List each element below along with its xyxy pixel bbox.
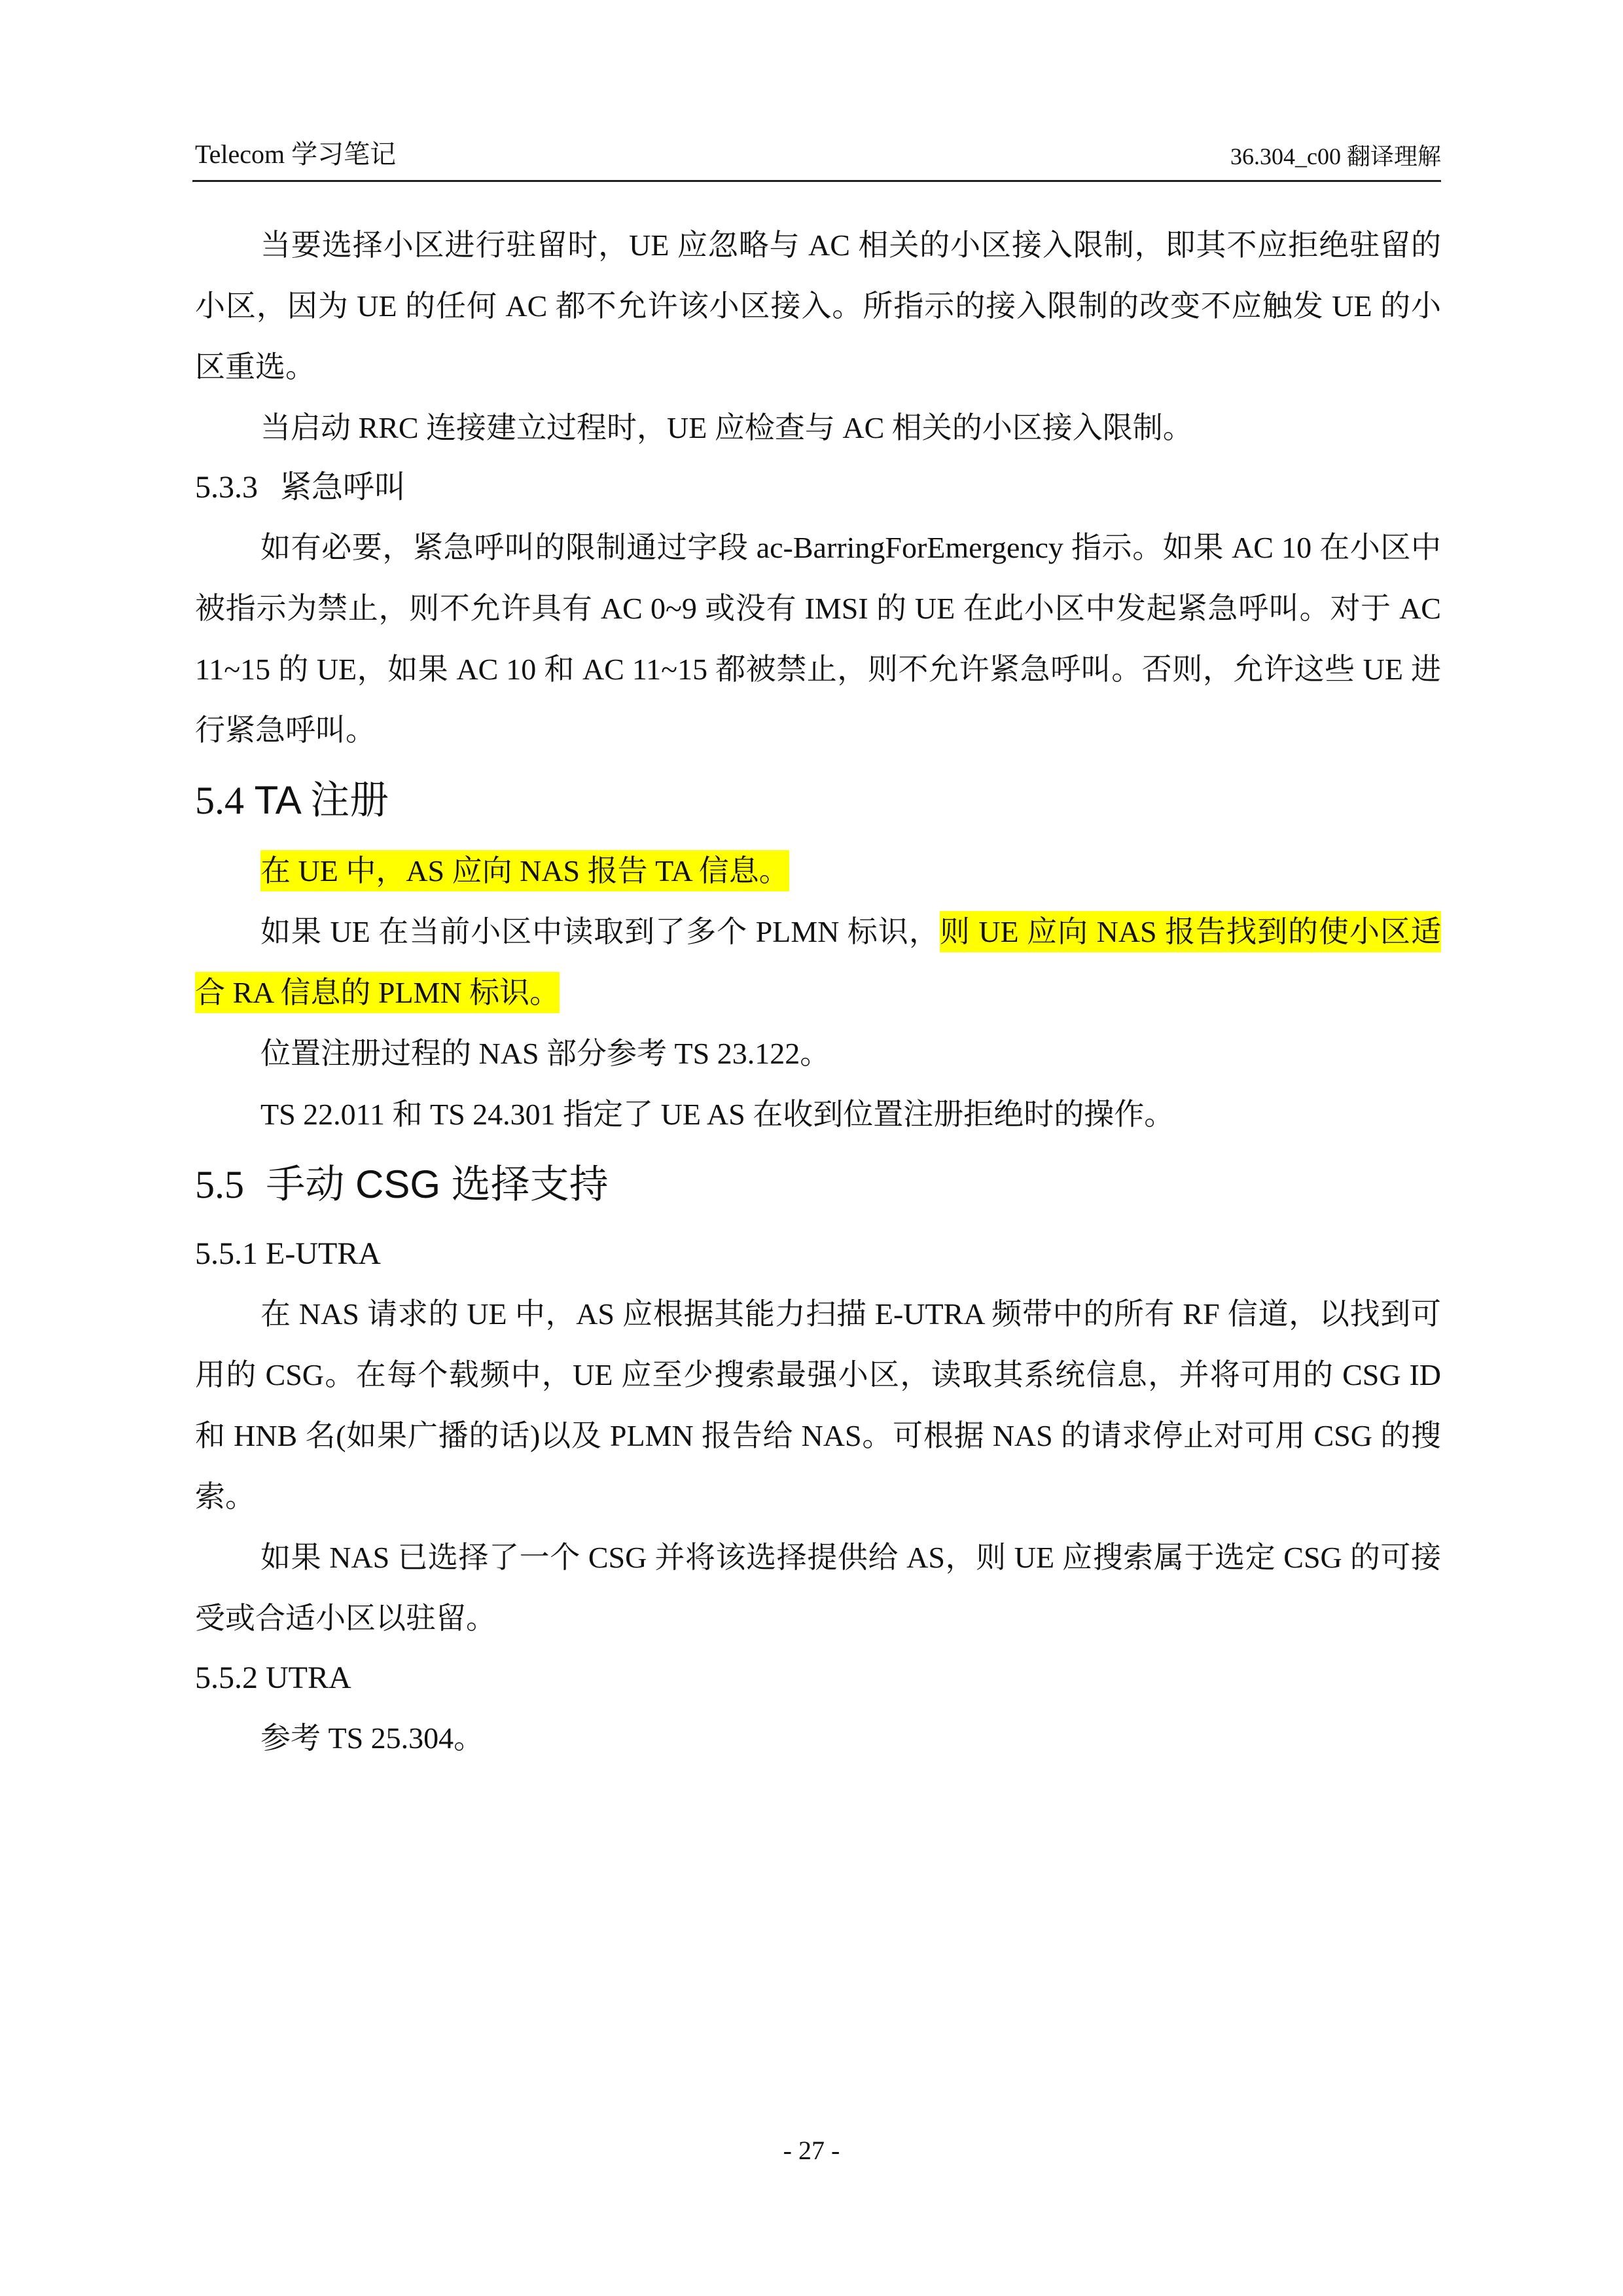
heading-5-4 [195, 761, 1441, 840]
heading-text: E-UTRA [266, 1236, 381, 1271]
page-number: - 27 - [783, 2136, 840, 2165]
heading-text: 手动 CSG 选择支持 [266, 1162, 609, 1206]
heading-5-5-1 [195, 1225, 1441, 1283]
heading-text: TA 注册 [254, 778, 389, 822]
paragraph-csg-scan: 在 NAS 请求的 UE 中，AS 应根据其能力扫描 E-UTRA 频带中的所有 RF 信道，以找到可用的 CSG。在每个载频中，UE 应至少搜索最强小区，读取其系统信息，并将可用的 CSG ID 和 HNB 名(如果广播的话)以及 PLMN 报告给 NAS。可根据 NAS 的请求停止对可用 CSG 的搜索。 [195, 1297, 1441, 1513]
header-title: Telecom 学习笔记 [195, 139, 397, 169]
paragraph-reject-handling: TS 22.011 和 TS 24.301 指定了 UE AS 在收到位置注册拒绝时的操作。 [260, 1098, 1175, 1131]
heading-number: 5.5.1 [195, 1236, 258, 1271]
heading-number: 5.3.3 [195, 470, 258, 505]
heading-5-3-3 [195, 458, 1441, 517]
highlighted-text: 在 UE 中，AS 应向 NAS 报告 TA 信息。 [260, 850, 789, 891]
paragraph-cell-reselection: 当要选择小区进行驻留时，UE 应忽略与 AC 相关的小区接入限制，即其不应拒绝驻留的小区，因为 UE 的任何 AC 都不允许该小区接入。所指示的接入限制的改变不应触发 UE 的小区重选。 [195, 228, 1441, 384]
paragraph-rrc-connection: 当启动 RRC 连接建立过程时，UE 应检查与 AC 相关的小区接入限制。 [260, 411, 1193, 444]
header-doc-ref: 36.304_c00 翻译理解 [1230, 143, 1441, 170]
heading-text: 紧急呼叫 [280, 470, 406, 505]
paragraph-plmn-report [195, 901, 1441, 1023]
paragraph-utra-reference: 参考 TS 25.304。 [260, 1721, 484, 1755]
page-body [195, 215, 1441, 1768]
heading-text: UTRA [266, 1660, 351, 1695]
paragraph-emergency-call: 如有必要，紧急呼叫的限制通过字段 ac-BarringForEmergency 指示。如果 AC 10 在小区中被指示为禁止，则不允许具有 AC 0~9 或没有 IMSI 的 UE 在此小区中发起紧急呼叫。对于 AC 11~15 的 UE，如果 AC 10 和 AC 11~15 都被禁止，则不允许紧急呼叫。否则，允许这些 UE 进行紧急呼叫。 [195, 531, 1441, 747]
highlighted-text: 则 UE 应向 NAS 报告找到的使小区适合 RA 信息的 PLMN 标识。 [195, 911, 1441, 1013]
header-rule [192, 180, 1441, 182]
heading-5-5-2 [195, 1649, 1441, 1708]
heading-number: 5.4 [195, 779, 244, 822]
paragraph-ta-report [195, 840, 1441, 901]
heading-number: 5.5.2 [195, 1660, 258, 1695]
heading-5-5 [195, 1145, 1441, 1225]
paragraph-csg-selected: 如果 NAS 已选择了一个 CSG 并将该选择提供给 AS，则 UE 应搜索属于选定 CSG 的可接受或合适小区以驻留。 [195, 1541, 1441, 1635]
heading-number: 5.5 [195, 1163, 244, 1206]
paragraph-nas-reference: 位置注册过程的 NAS 部分参考 TS 23.122。 [260, 1037, 830, 1070]
plain-text: 如果 UE 在当前小区中读取到了多个 PLMN 标识， [260, 915, 940, 948]
